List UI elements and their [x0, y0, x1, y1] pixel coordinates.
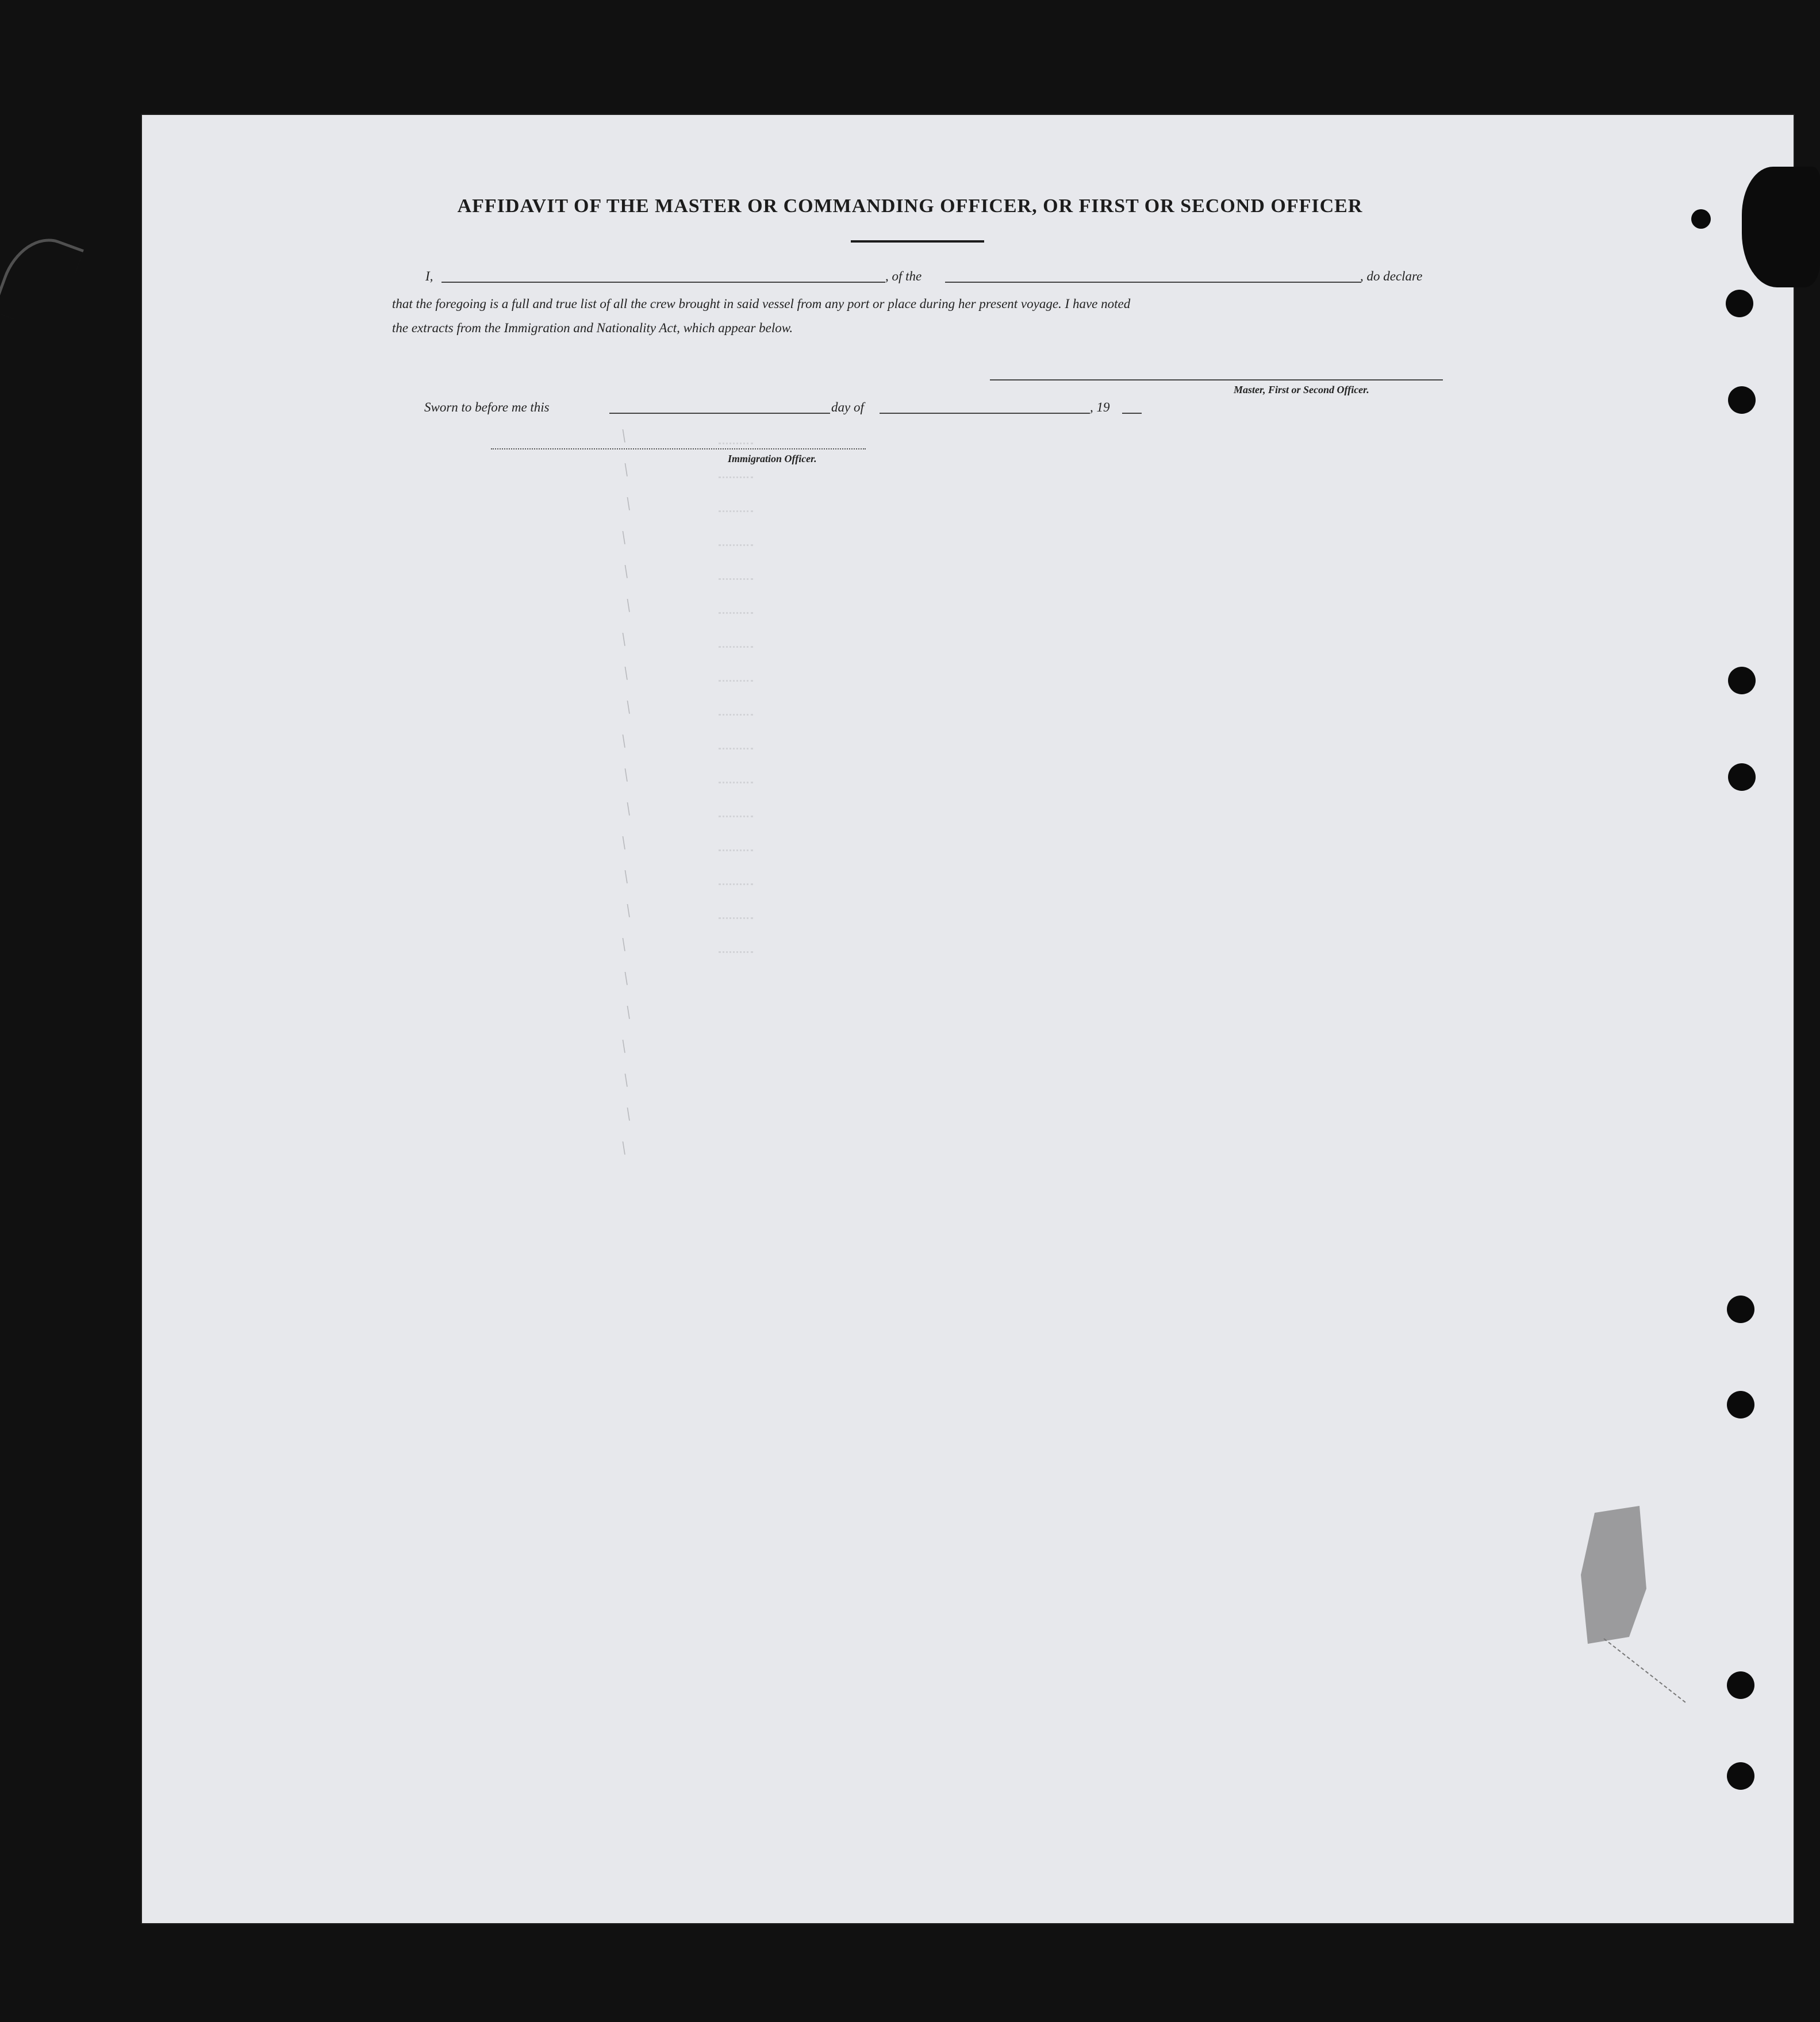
- bleed-through-tick: \: [623, 1070, 629, 1091]
- sworn-text: Sworn to before me this: [424, 400, 550, 414]
- bleed-through-tick: \: [625, 798, 631, 820]
- master-signature-line: [990, 379, 1443, 380]
- day-blank: [609, 413, 830, 414]
- immigration-officer-line: [491, 448, 866, 449]
- bleed-through-row: [719, 883, 753, 885]
- bleed-through-row: [719, 544, 753, 546]
- title-underline: [851, 240, 984, 243]
- punch-hole: [1728, 667, 1756, 694]
- edge-scratch: [0, 227, 84, 333]
- bleed-through-tick: \: [623, 764, 629, 786]
- bleed-through-row: [719, 816, 753, 817]
- bleed-through-row: [719, 917, 753, 919]
- month-blank: [880, 413, 1090, 414]
- bleed-through-tick: \: [621, 629, 627, 650]
- bleed-through-tick: \: [621, 832, 627, 854]
- bleed-through-tick: \: [625, 1104, 631, 1125]
- year-prefix: , 19: [1090, 400, 1110, 414]
- bleed-through-row: [719, 612, 753, 614]
- bleed-through-tick: \: [623, 459, 629, 480]
- affidavit-title: AFFIDAVIT OF THE MASTER OR COMMANDING OFFICER, OR FIRST OR SECOND OFFICER: [457, 195, 1363, 217]
- declarant-name-blank: [441, 282, 885, 283]
- declaration-line-3: the extracts from the Immigration and Nationality Act, which appear below.: [392, 321, 793, 335]
- bleed-through-tick: \: [625, 900, 631, 921]
- punch-hole: [1727, 1762, 1754, 1790]
- bleed-through-row: [719, 714, 753, 716]
- bleed-through-tick: \: [623, 968, 629, 989]
- punch-hole: [1727, 1671, 1754, 1699]
- punch-hole: [1728, 386, 1756, 414]
- bleed-through-row: [719, 443, 753, 444]
- year-blank: [1122, 413, 1142, 414]
- punch-hole: [1727, 1391, 1754, 1419]
- edge-damage: [1742, 167, 1820, 287]
- bleed-through-row: [719, 578, 753, 580]
- punch-hole: [1727, 1296, 1754, 1323]
- punch-hole: [1691, 209, 1711, 229]
- bleed-through-tick: \: [621, 425, 627, 447]
- bleed-through-row: [719, 646, 753, 648]
- bleed-through-tick: \: [623, 663, 629, 684]
- bleed-through-tick: \: [621, 934, 627, 955]
- bleed-through-row: [719, 510, 753, 512]
- bleed-through-row: [719, 849, 753, 851]
- bleed-through-tick: \: [625, 493, 631, 514]
- bleed-through-row: [719, 782, 753, 783]
- document-page: [142, 115, 1794, 1923]
- bleed-through-tick: \: [623, 866, 629, 887]
- punch-hole: [1728, 763, 1756, 791]
- immigration-officer-caption: Immigration Officer.: [728, 453, 817, 464]
- bleed-through-tick: \: [621, 731, 627, 752]
- declarant-prefix: I,: [425, 269, 433, 283]
- declaration-line-2: that the foregoing is a full and true list of all the crew brought in said vessel from any port or place during her present voyage. I have noted: [392, 297, 1131, 311]
- of-the-text: , of the: [885, 269, 922, 283]
- bleed-through-tick: \: [625, 595, 631, 616]
- bleed-through-row: [719, 748, 753, 749]
- bleed-through-row: [719, 951, 753, 953]
- bleed-through-tick: \: [625, 697, 631, 718]
- vessel-name-blank: [945, 282, 1361, 283]
- bleed-through-tick: \: [621, 527, 627, 548]
- master-signature-caption: Master, First or Second Officer.: [1234, 384, 1369, 395]
- bleed-through-row: [719, 680, 753, 682]
- bleed-through-row: [719, 476, 753, 478]
- do-declare-text: , do declare: [1360, 269, 1423, 283]
- punch-hole: [1726, 290, 1753, 317]
- bleed-through-tick: \: [623, 561, 629, 582]
- day-of-text: day of: [831, 400, 864, 414]
- bleed-through-tick: \: [621, 1036, 627, 1057]
- bleed-through-tick: \: [625, 1002, 631, 1023]
- bleed-through-tick: \: [621, 1137, 627, 1159]
